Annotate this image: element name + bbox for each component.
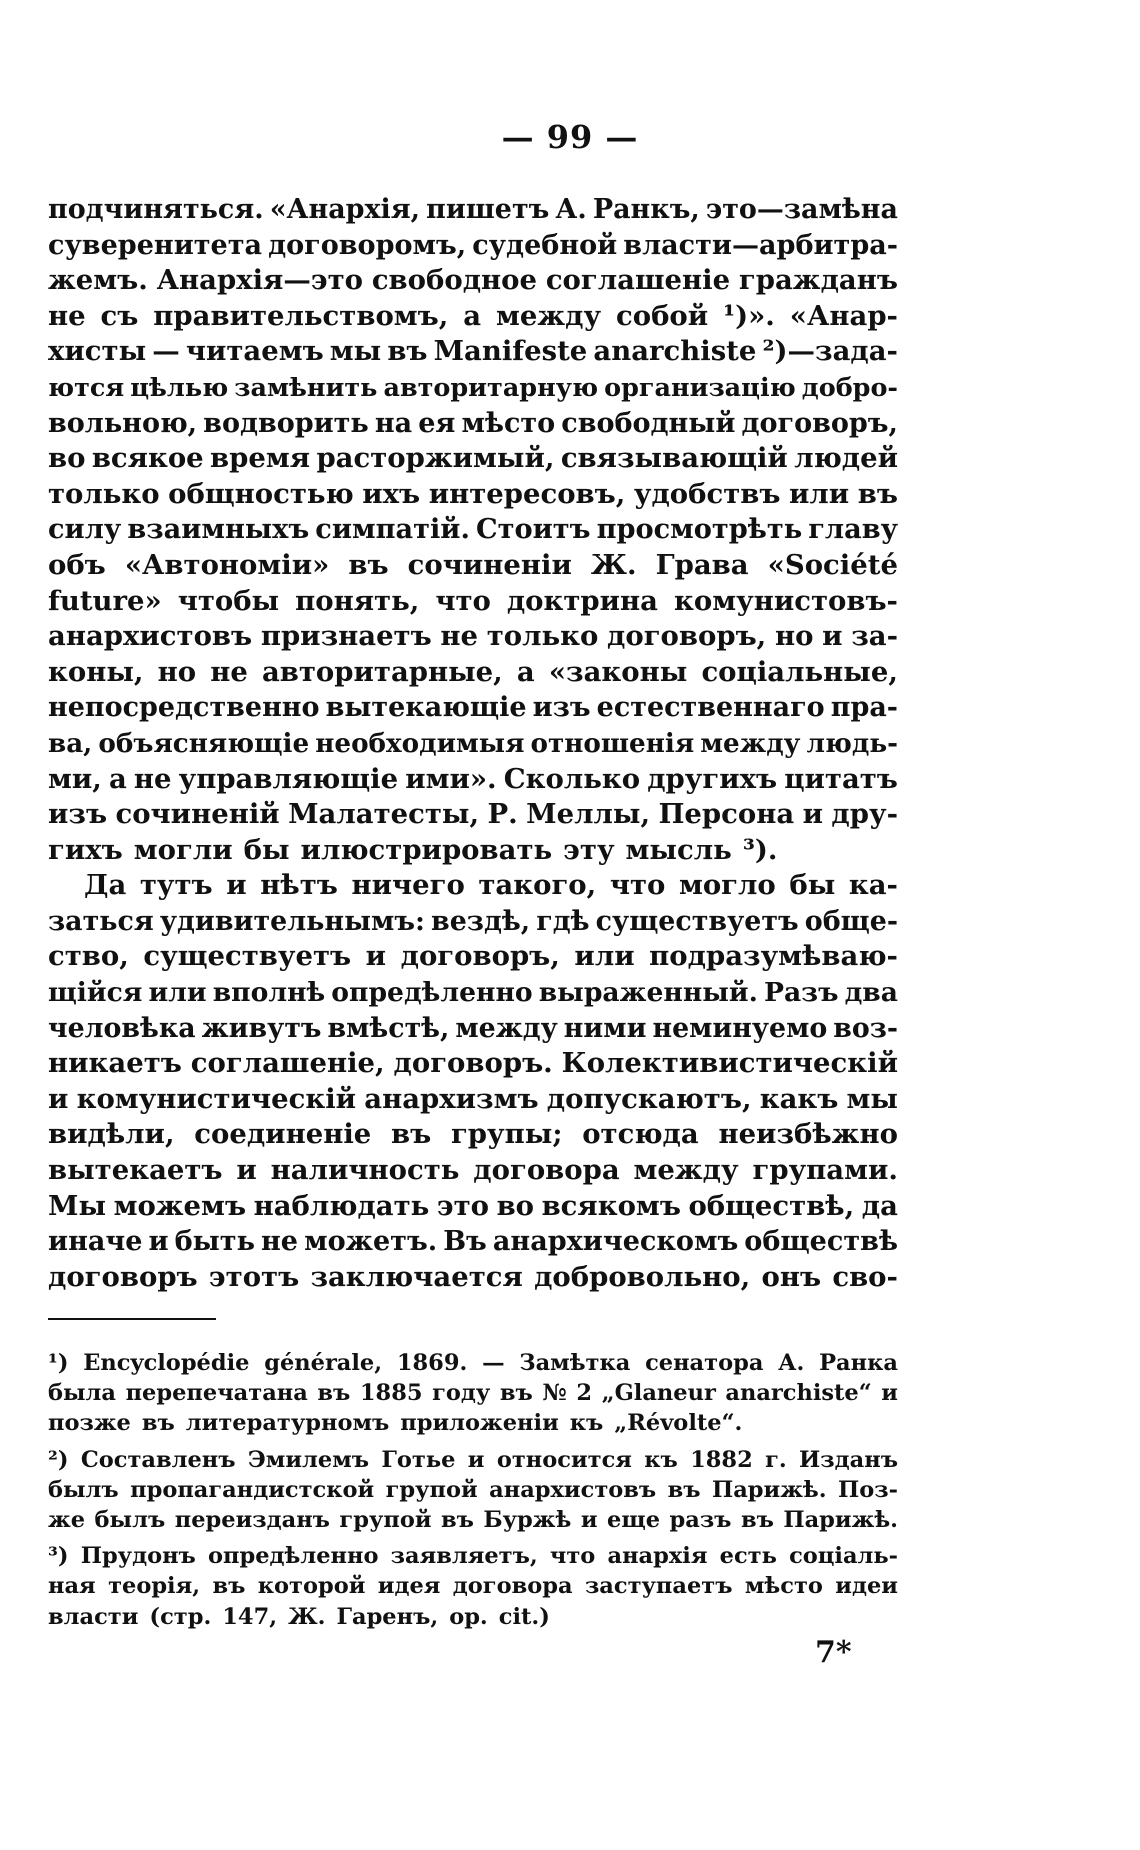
text-line: человѣка живутъ вмѣстѣ, между ними неминуемо воз-	[48, 1012, 898, 1044]
footnote-separator	[48, 1318, 216, 1320]
footnote-line: ¹) Encyclopédie générale, 1869. — Замѣтка сенатора А. Ранка	[48, 1350, 898, 1376]
text-line: не съ правительствомъ, а между собой ¹)». «Анар-	[48, 299, 898, 332]
text-line: жемъ. Анархія—это свободное соглашеніе гражданъ	[48, 264, 898, 297]
text-line: коны, но не авторитарные, а «законы соціальные,	[48, 655, 898, 688]
footnote-line: позже въ литературномъ приложеніи къ „Révolte“.	[48, 1410, 743, 1437]
text-line: и комунистическій анархизмъ допускаютъ, какъ мы	[48, 1082, 898, 1115]
text-line: вытекаетъ и наличность договора между групами.	[48, 1154, 898, 1187]
text-line: хисты — читаемъ мы въ Manifeste anarchiste ²)—зада-	[48, 335, 898, 368]
text-line: никаетъ соглашеніе, договоръ. Колективистическій	[48, 1047, 898, 1080]
text-line: ются цѣлью замѣнить авторитарную организацію добро-	[48, 371, 898, 402]
text-line: договоръ этотъ заключается добровольно, онъ сво-	[48, 1260, 898, 1293]
printer-signature: 7*	[815, 1635, 852, 1670]
text-line: Да тутъ и нѣтъ ничего такого, что могло бы ка-	[84, 869, 898, 902]
text-line: непосредственно вытекающіе изъ естественнаго пра-	[48, 692, 898, 724]
footnotes	[48, 1348, 898, 1632]
text-line: ми, а не управляющіе ими». Сколько другихъ цитатъ	[48, 762, 898, 795]
text-line: щійся или вполнѣ опредѣленно выраженный. Разъ два	[48, 977, 898, 1009]
text-line: силу взаимныхъ симпатій. Стоитъ просмотрѣть главу	[48, 513, 898, 546]
text-line: future» чтобы понять, что доктрина комунистовъ-	[48, 584, 898, 617]
text-line: суверенитета договоромъ, судебной власти—арбитра-	[48, 229, 898, 261]
text-line: только общностью ихъ интересовъ, удобствъ или въ	[48, 477, 898, 510]
text-line: подчиняться. «Анархія, пишетъ А. Ранкъ, это—замѣна	[48, 194, 898, 225]
page-number: — 99 —	[501, 118, 639, 156]
text-line: видѣли, соединеніе въ групы; отсюда неизбѣжно	[48, 1118, 898, 1151]
footnote-line: власти (стр. 147, Ж. Гаренъ, op. cit.)	[48, 1603, 550, 1630]
text-line: гихъ могли бы илюстрировать эту мысль ³).	[48, 833, 778, 866]
footnote-line: былъ пропагандистской групой анархистовъ въ Парижѣ. Поз-	[48, 1476, 898, 1503]
text-line: иначе и быть не можетъ. Въ анархическомъ обществѣ	[48, 1226, 898, 1258]
text-line: заться удивительнымъ: вездѣ, гдѣ существуетъ обще-	[48, 905, 898, 937]
text-line: анархистовъ признаетъ не только договоръ, но и за-	[48, 620, 898, 653]
footnote-line: ²) Составленъ Эмилемъ Готье и относится къ 1882 г. Изданъ	[48, 1446, 898, 1473]
footnote-line: же былъ переизданъ групой въ Буржѣ и еще разъ въ Парижѣ.	[48, 1506, 898, 1533]
text-line: во всякое время расторжимый, связывающій людей	[48, 442, 898, 475]
footnote-line: ³) Прудонъ опредѣленно заявляетъ, что анархія есть соціаль-	[48, 1543, 898, 1570]
text-line: ство, существуетъ и договоръ, или подразумѣваю-	[48, 940, 898, 973]
text-line: ва, объясняющіе необходимыя отношенія между людь-	[48, 727, 898, 759]
text-line: объ «Автономіи» въ сочиненіи Ж. Грава «Société	[48, 548, 898, 581]
text-line: вольною, водворить на ея мѣсто свободный договоръ,	[48, 407, 898, 439]
text-line: Мы можемъ наблюдать это во всякомъ обществѣ, да	[48, 1189, 898, 1222]
footnote-line: ная теорія, въ которой идея договора заступаетъ мѣсто идеи	[48, 1573, 898, 1600]
text-line: изъ сочиненій Малатесты, Р. Меллы, Персона и дру-	[48, 798, 898, 831]
body-text	[48, 192, 898, 1295]
footnote-line: была перепечатана въ 1885 году въ № 2 „Glaneur anarchiste“ и	[48, 1380, 898, 1407]
